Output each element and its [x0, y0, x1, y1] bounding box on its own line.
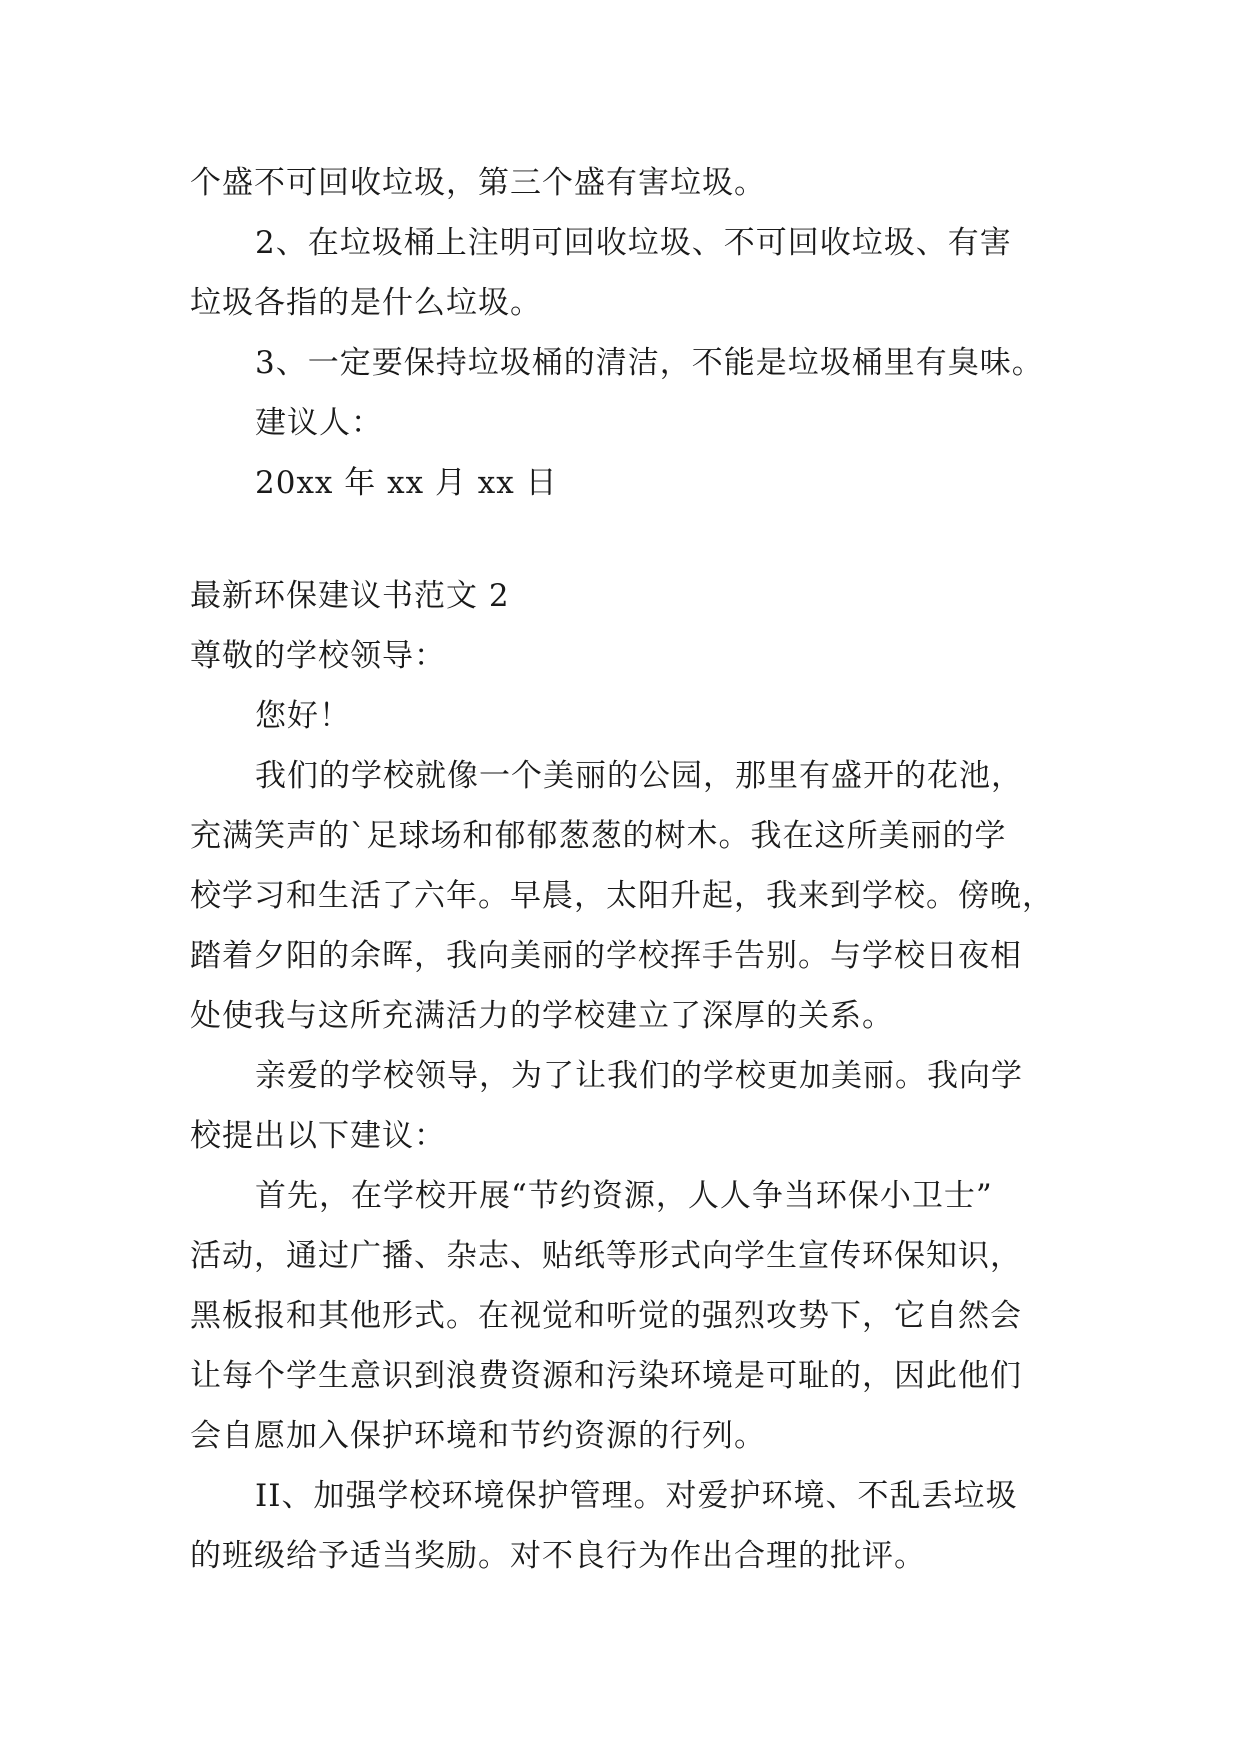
signature-label: 建议人： — [255, 405, 383, 441]
date-line: 20xx 年 xx 月 xx 日 — [255, 465, 558, 501]
text-line: 我们的学校就像一个美丽的公园，那里有盛开的花池， — [255, 758, 1023, 794]
text-line: 垃圾各指的是什么垃圾。 — [190, 285, 542, 321]
text-line: II、加强学校环境保护管理。对爱护环境、不乱丢垃圾 — [255, 1478, 1018, 1514]
text-line: 处使我与这所充满活力的学校建立了深厚的关系。 — [190, 998, 894, 1034]
section-title: 最新环保建议书范文 2 — [190, 578, 510, 614]
text-line: 首先，在学校开展“节约资源，人人争当环保小卫士” — [255, 1178, 993, 1214]
text-line: 校提出以下建议： — [190, 1118, 446, 1154]
text-line: 的班级给予适当奖励。对不良行为作出合理的批评。 — [190, 1538, 926, 1574]
text-line: 踏着夕阳的余晖，我向美丽的学校挥手告别。与学校日夜相 — [190, 938, 1022, 974]
text-line: 黑板报和其他形式。在视觉和听觉的强烈攻势下，它自然会 — [190, 1298, 1022, 1334]
text-line: 充满笑声的`足球场和郁郁葱葱的树木。我在这所美丽的学 — [190, 818, 1007, 854]
text-line: 会自愿加入保护环境和节约资源的行列。 — [190, 1418, 766, 1454]
text-line: 让每个学生意识到浪费资源和污染环境是可耻的，因此他们 — [190, 1358, 1022, 1394]
text-line: 3、一定要保持垃圾桶的清洁，不能是垃圾桶里有臭味。 — [255, 345, 1044, 381]
salutation: 尊敬的学校领导： — [190, 638, 446, 674]
text-line: 2、在垃圾桶上注明可回收垃圾、不可回收垃圾、有害 — [255, 225, 1012, 261]
text-line: 亲爱的学校领导，为了让我们的学校更加美丽。我向学 — [255, 1058, 1023, 1094]
text-line: 校学习和生活了六年。早晨，太阳升起，我来到学校。傍晚， — [190, 878, 1054, 914]
text-line: 个盛不可回收垃圾，第三个盛有害垃圾。 — [190, 165, 766, 201]
greeting: 您好！ — [255, 698, 351, 734]
text-line: 活动，通过广播、杂志、贴纸等形式向学生宣传环保知识， — [190, 1238, 1022, 1274]
